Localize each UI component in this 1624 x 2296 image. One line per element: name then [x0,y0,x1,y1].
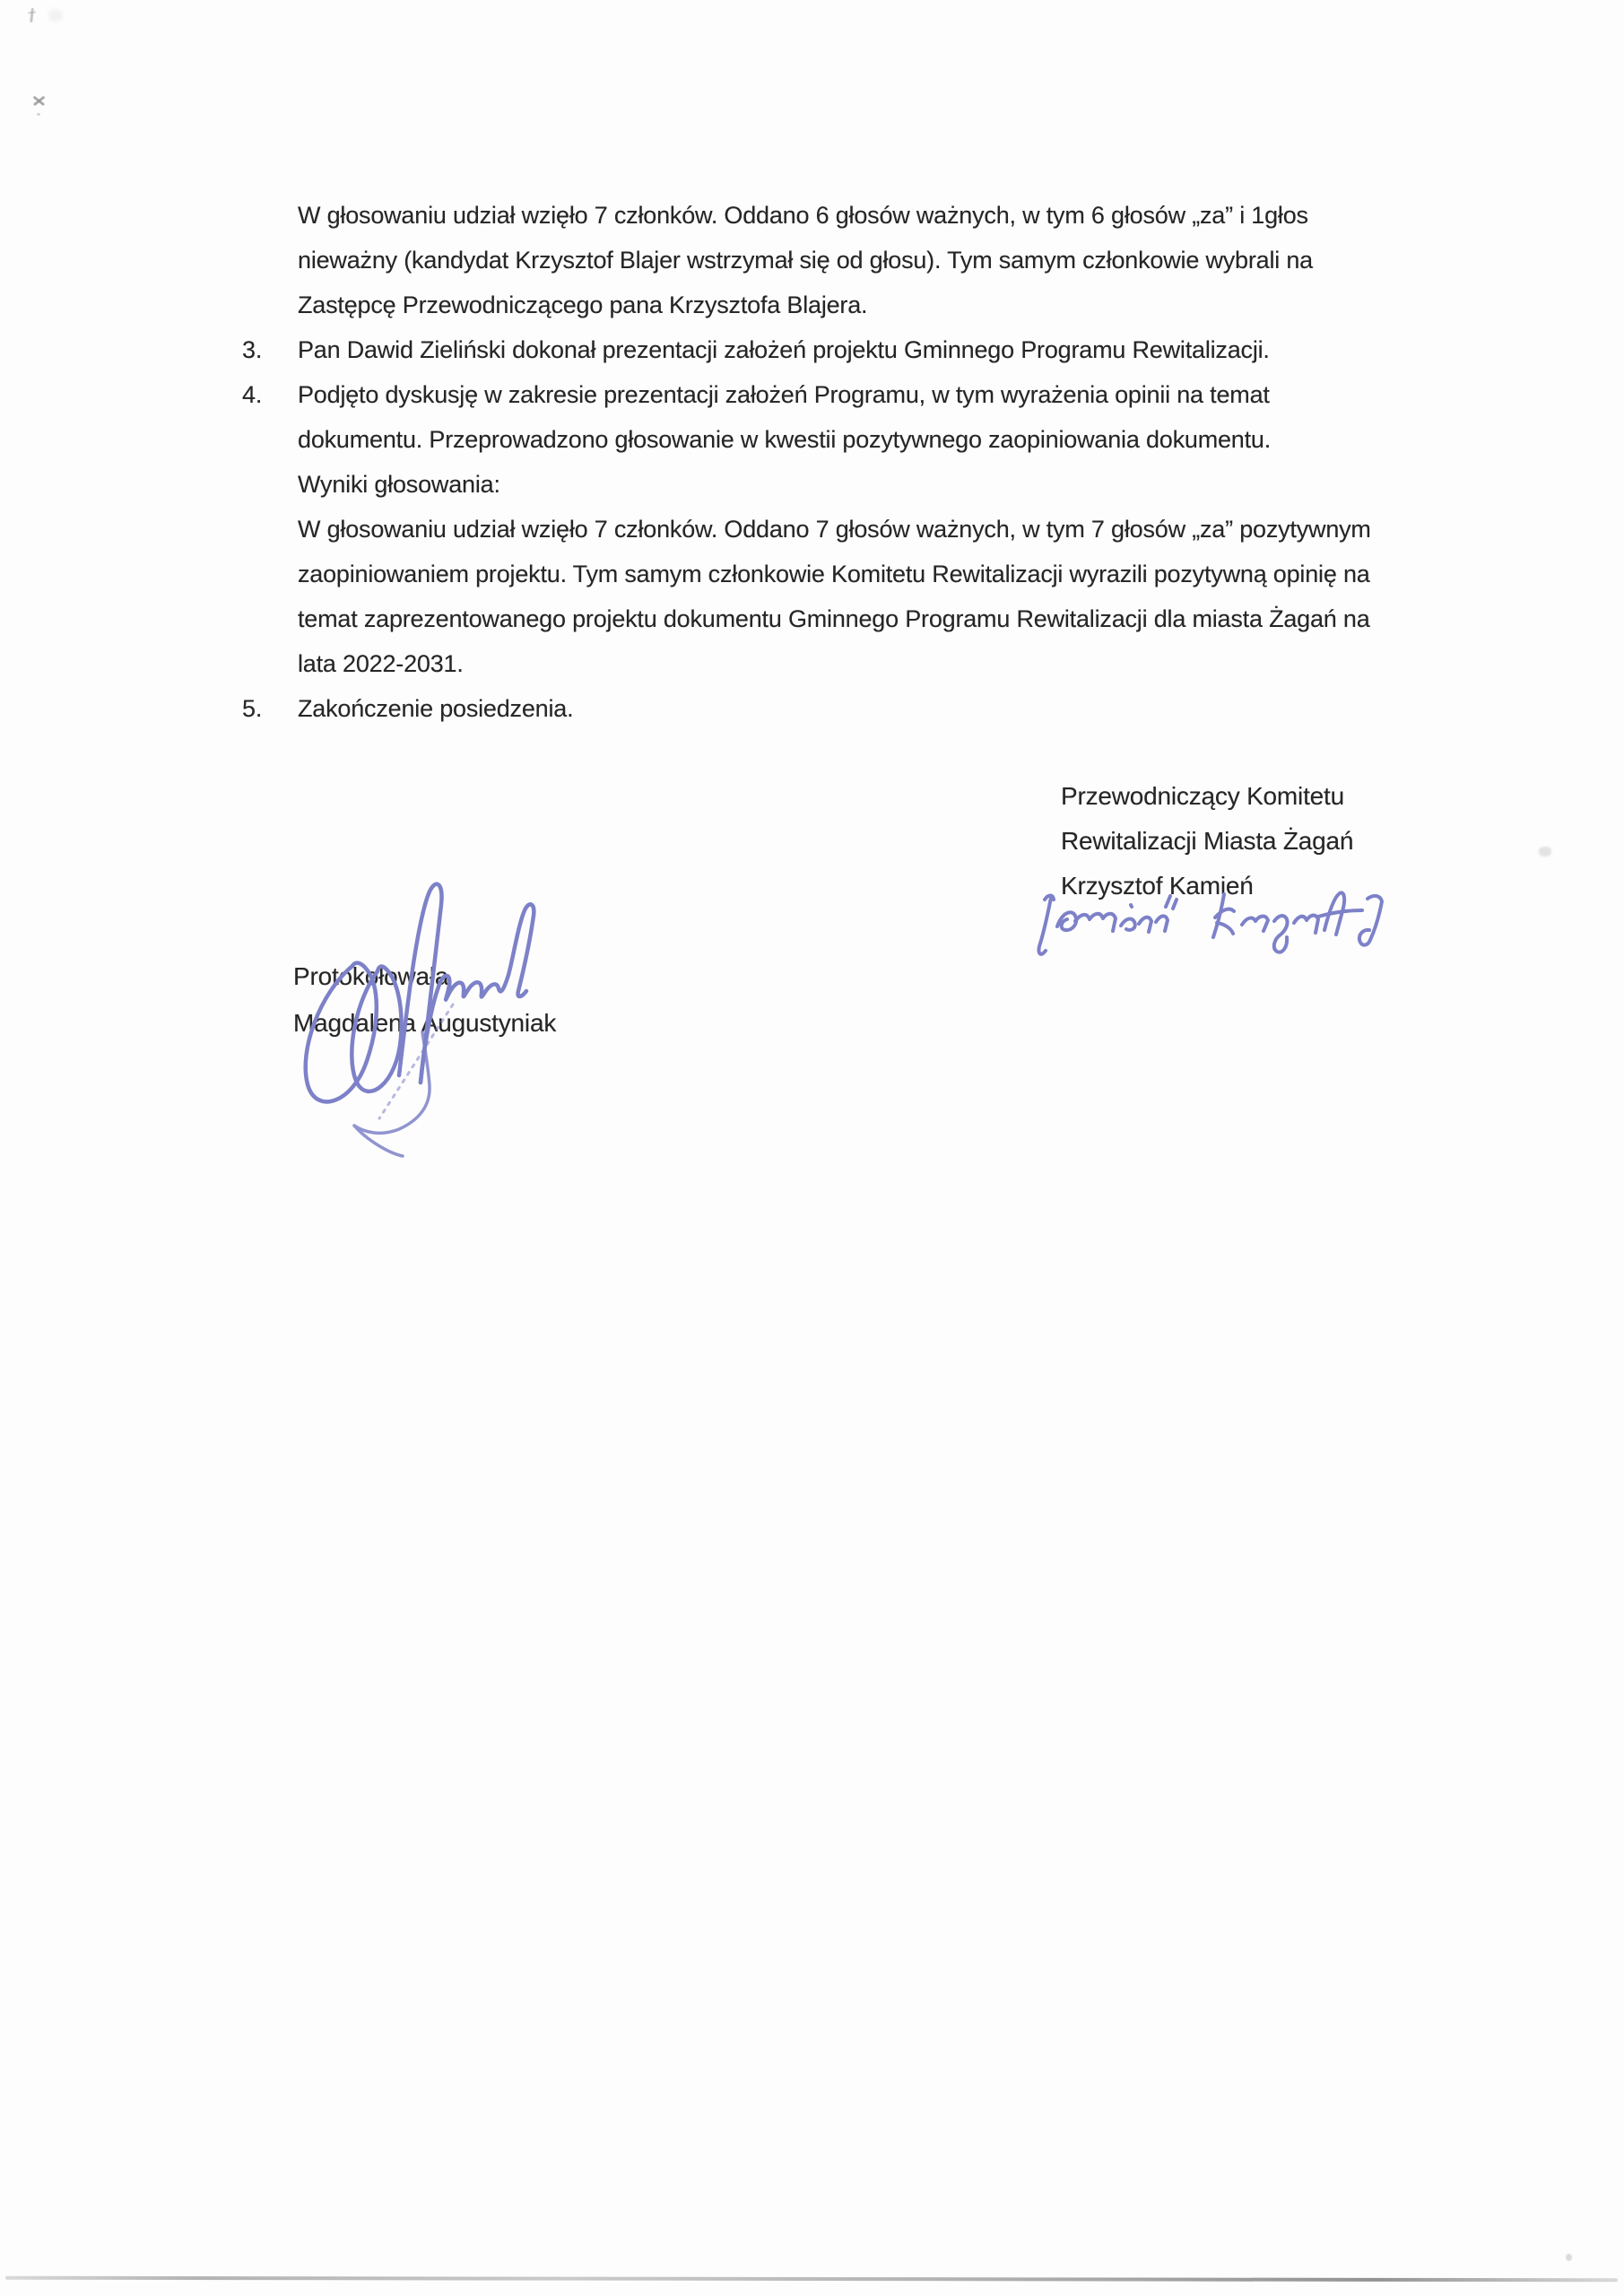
text-row [242,283,1587,327]
page-bottom-edge [5,2276,1618,2283]
chairman-role-line: Przewodniczący Komitetu [1061,782,1344,810]
text-row [242,193,1587,238]
item-number: 5. [242,695,263,722]
text-row [242,596,1587,641]
row-text: lata 2022-2031. [298,650,464,677]
secretary-signature-block [293,953,556,1047]
scan-artifact [30,8,34,22]
text-row [242,686,1587,731]
secretary-role: Protokołowała [293,962,449,990]
scan-artifact [1539,847,1551,857]
row-text: W głosowaniu udział wzięło 7 członków. Oddano 6 głosów ważnych, w tym 6 głosów „za” i 1głos [298,202,1308,229]
item-number: 4. [242,381,263,408]
body-text [242,193,1587,731]
text-row [242,372,1587,417]
text-row [242,238,1587,283]
row-text: dokumentu. Przeprowadzono głosowanie w kwestii pozytywnego zaopiniowania dokumentu. [298,426,1272,453]
row-text: nieważny (kandydat Krzysztof Blajer wstrzymał się od głosu). Tym samym członkowie wybrali na [298,247,1314,274]
secretary-name: Magdalena Augustyniak [293,1009,557,1037]
text-row [242,641,1587,686]
row-text: zaopiniowaniem projektu. Tym samym członkowie Komitetu Rewitalizacji wyrazili pozytywną opinię na [298,561,1370,587]
scan-artifact [1566,2254,1572,2261]
text-row [242,327,1587,372]
row-text: Wyniki głosowania: [298,471,500,498]
text-row [242,552,1587,596]
item-number: 3. [242,336,263,363]
chairman-name: Krzysztof Kamień [1061,872,1254,900]
scan-artifact [37,113,40,116]
scan-artifact [48,9,63,22]
row-text: Pan Dawid Zieliński dokonał prezentacji założeń projektu Gminnego Programu Rewitalizacji. [298,336,1270,363]
chairman-signature-block [1061,774,1353,909]
text-row [242,507,1587,552]
chairman-role-line: Rewitalizacji Miasta Żagań [1061,827,1354,855]
text-row [242,462,1587,507]
row-text: temat zaprezentowanego projektu dokumentu Gminnego Programu Rewitalizacji dla miasta Żagań na [298,605,1370,632]
row-text: Podjęto dyskusję w zakresie prezentacji założeń Programu, w tym wyrażenia opinii na temat [298,381,1270,408]
text-row [242,417,1587,462]
row-text: W głosowaniu udział wzięło 7 członków. Oddano 7 głosów ważnych, w tym 7 głosów „za” pozytywnym [298,516,1371,543]
row-text: Zastępcę Przewodniczącego pana Krzysztofa Blajera. [298,291,868,318]
row-text: Zakończenie posiedzenia. [298,695,574,722]
